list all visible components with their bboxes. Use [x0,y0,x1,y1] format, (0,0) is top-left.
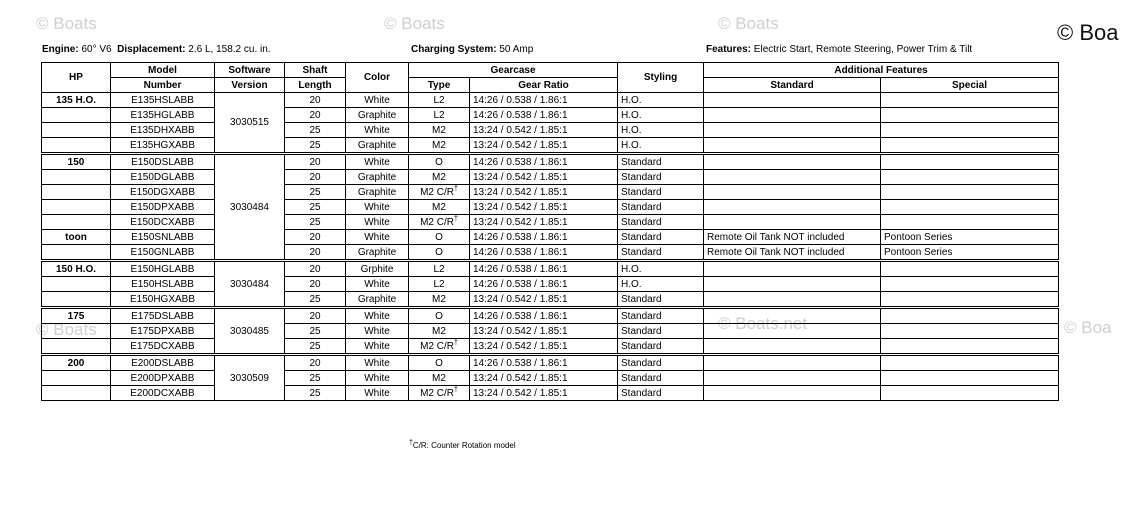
table-row [42,93,1059,108]
color-cell: White [346,200,409,215]
styling-cell: Standard [618,292,704,308]
gear-ratio-cell: 14:26 / 0.538 / 1.86:1 [470,277,618,292]
standard-feature-cell [704,308,881,324]
color-cell: White [346,339,409,355]
table-row [42,324,1059,339]
color-cell: Graphite [346,170,409,185]
hp-cell [42,277,111,292]
gear-ratio-cell: 13:24 / 0.542 / 1.85:1 [470,292,618,308]
table-row [42,200,1059,215]
standard-feature-cell [704,355,881,371]
special-feature-cell [881,386,1059,401]
gear-ratio-cell: 13:24 / 0.542 / 1.85:1 [470,339,618,355]
col-hp: HP [42,63,111,93]
shaft-cell: 25 [285,339,346,355]
shaft-cell: 25 [285,138,346,154]
table-row [42,339,1059,355]
watermark-text: © Boats [36,320,97,339]
gear-type-value: O [435,231,443,243]
gear-type-cell [409,339,470,355]
hp-cell [42,245,111,261]
gear-type-cell [409,277,470,292]
col-software: Software [215,63,285,78]
gear-type-value: O [435,357,443,369]
watermark-text: © Boa [1064,318,1112,337]
gear-type-value: M2 [432,325,446,337]
color-cell: Grphite [346,261,409,277]
spec-table [41,62,1059,401]
col-standard: Standard [704,78,881,93]
standard-feature-cell [704,386,881,401]
gear-type-value: O [435,246,443,258]
col-styling: Styling [618,63,704,93]
features-value: Electric Start, Remote Steering, Power Trim & Tilt [753,44,973,55]
table-row [42,230,1059,245]
styling-cell: Standard [618,154,704,170]
styling-cell: H.O. [618,93,704,108]
special-feature-cell [881,170,1059,185]
standard-feature-cell [704,200,881,215]
gear-type-cell [409,261,470,277]
gear-type-cell [409,200,470,215]
special-feature-cell [881,339,1059,355]
gear-type-cell [409,93,470,108]
model-cell: E150GNLABB [111,245,215,261]
gear-type-value: M2 [432,372,446,384]
gear-ratio-cell: 14:26 / 0.538 / 1.86:1 [470,245,618,261]
col-gear-ratio: Gear Ratio [470,78,618,93]
shaft-cell: 25 [285,324,346,339]
table-row [42,371,1059,386]
engine-value: 60° V6 [81,44,112,55]
styling-cell: Standard [618,230,704,245]
footnote [409,441,516,450]
model-cell: E150DCXABB [111,215,215,230]
special-feature-cell [881,261,1059,277]
charging-spec [411,44,533,55]
gear-ratio-cell: 14:26 / 0.538 / 1.86:1 [470,93,618,108]
gear-type-cell [409,185,470,200]
shaft-cell: 20 [285,170,346,185]
model-cell: E150DGXABB [111,185,215,200]
table-row [42,138,1059,154]
shaft-cell: 20 [285,355,346,371]
gear-ratio-cell: 13:24 / 0.542 / 1.85:1 [470,371,618,386]
special-feature-cell [881,292,1059,308]
model-cell: E135DHXABB [111,123,215,138]
gear-type-cell [409,324,470,339]
gear-type-value: L2 [433,263,445,275]
table-row [42,245,1059,261]
col-shaft-sub: Length [285,78,346,93]
color-cell: White [346,355,409,371]
gear-type-value: M2 [432,201,446,213]
shaft-cell: 20 [285,230,346,245]
styling-cell: H.O. [618,277,704,292]
gear-type-cell [409,170,470,185]
standard-feature-cell [704,261,881,277]
model-cell: E150DSLABB [111,154,215,170]
gear-ratio-cell: 13:24 / 0.542 / 1.85:1 [470,138,618,154]
shaft-cell: 20 [285,277,346,292]
gear-type-cell [409,123,470,138]
standard-feature-cell [704,138,881,154]
gear-ratio-cell: 14:26 / 0.538 / 1.86:1 [470,308,618,324]
table-row [42,355,1059,371]
gear-ratio-cell: 13:24 / 0.542 / 1.85:1 [470,324,618,339]
hp-cell [42,200,111,215]
col-software-sub: Version [215,78,285,93]
shaft-cell: 25 [285,215,346,230]
col-additional-features: Additional Features [704,63,1059,78]
shaft-cell: 20 [285,108,346,123]
gear-type-cell [409,371,470,386]
engine-label: Engine: [42,44,79,55]
color-cell: White [346,154,409,170]
standard-feature-cell [704,292,881,308]
gear-ratio-cell: 13:24 / 0.542 / 1.85:1 [470,215,618,230]
special-feature-cell [881,324,1059,339]
gear-type-value: L2 [433,94,445,106]
gear-type-cell [409,138,470,154]
features-label: Features: [706,44,752,55]
gear-type-value: L2 [433,278,445,290]
shaft-cell: 25 [285,386,346,401]
displacement-label: Displacement: [117,44,186,55]
shaft-cell: 20 [285,308,346,324]
shaft-cell: 25 [285,123,346,138]
hp-cell: 150 [42,154,111,170]
col-model: Model [111,63,215,78]
hp-cell [42,371,111,386]
standard-feature-cell: Remote Oil Tank NOT included [704,245,881,261]
color-cell: White [346,386,409,401]
standard-feature-cell [704,108,881,123]
hp-cell [42,292,111,308]
features-spec [706,44,972,55]
footnote-text: C/R: Counter Rotation model [412,441,516,450]
standard-feature-cell [704,324,881,339]
gear-ratio-cell: 14:26 / 0.538 / 1.86:1 [470,154,618,170]
table-row [42,154,1059,170]
table-row [42,185,1059,200]
dagger-mark: † [454,339,458,347]
color-cell: Graphite [346,138,409,154]
styling-cell: Standard [618,245,704,261]
gear-type-cell [409,215,470,230]
model-cell: E175DPXABB [111,324,215,339]
hp-cell [42,123,111,138]
gear-type-cell [409,292,470,308]
standard-feature-cell [704,371,881,386]
gear-type-cell [409,308,470,324]
engine-spec [42,44,271,55]
charging-label: Charging System: [411,44,497,55]
table-subheader-row [42,78,1059,93]
col-color: Color [346,63,409,93]
color-cell: White [346,277,409,292]
special-feature-cell: Pontoon Series [881,230,1059,245]
gear-type-value: M2 [432,293,446,305]
shaft-cell: 25 [285,200,346,215]
gear-ratio-cell: 14:26 / 0.538 / 1.86:1 [470,355,618,371]
shaft-cell: 20 [285,93,346,108]
model-cell: E200DCXABB [111,386,215,401]
styling-cell: Standard [618,371,704,386]
styling-cell: Standard [618,324,704,339]
col-gear-type: Type [409,78,470,93]
styling-cell: Standard [618,339,704,355]
hp-cell [42,185,111,200]
shaft-cell: 20 [285,261,346,277]
hp-cell: toon [42,230,111,245]
special-feature-cell [881,185,1059,200]
table-row [42,292,1059,308]
gear-ratio-cell: 13:24 / 0.542 / 1.85:1 [470,200,618,215]
model-cell: E150HGXABB [111,292,215,308]
watermark-text: © Boats [718,14,779,33]
standard-feature-cell [704,277,881,292]
col-model-sub: Number [111,78,215,93]
table-row [42,308,1059,324]
color-cell: White [346,93,409,108]
hp-cell [42,108,111,123]
gear-type-cell [409,230,470,245]
model-cell: E200DSLABB [111,355,215,371]
special-feature-cell [881,371,1059,386]
dagger-mark: † [409,439,413,447]
software-cell: 3030484 [215,154,285,261]
hp-cell: 135 H.O. [42,93,111,108]
table-body [42,93,1059,401]
col-gearcase: Gearcase [409,63,618,78]
styling-cell: H.O. [618,108,704,123]
table-row [42,108,1059,123]
color-cell: Graphite [346,245,409,261]
watermark-text: © Boats.net [718,314,808,333]
color-cell: White [346,371,409,386]
shaft-cell: 20 [285,245,346,261]
model-cell: E200DPXABB [111,371,215,386]
styling-cell: Standard [618,185,704,200]
standard-feature-cell [704,123,881,138]
special-feature-cell [881,200,1059,215]
gear-ratio-cell: 13:24 / 0.542 / 1.85:1 [470,123,618,138]
model-cell: E175DCXABB [111,339,215,355]
model-cell: E150HSLABB [111,277,215,292]
charging-value: 50 Amp [499,44,534,55]
color-cell: Graphite [346,185,409,200]
styling-cell: Standard [618,170,704,185]
special-feature-cell [881,215,1059,230]
gear-type-value: M2 C/R [420,340,454,352]
hp-cell [42,324,111,339]
standard-feature-cell [704,154,881,170]
shaft-cell: 25 [285,292,346,308]
gear-ratio-cell: 13:24 / 0.542 / 1.85:1 [470,185,618,200]
color-cell: White [346,230,409,245]
hp-cell: 200 [42,355,111,371]
watermark-text: © Boats [36,14,97,33]
standard-feature-cell: Remote Oil Tank NOT included [704,230,881,245]
shaft-cell: 20 [285,154,346,170]
gear-type-value: O [435,156,443,168]
special-feature-cell [881,308,1059,324]
gear-ratio-cell: 14:26 / 0.538 / 1.86:1 [470,261,618,277]
special-feature-cell [881,355,1059,371]
gear-ratio-cell: 13:24 / 0.542 / 1.85:1 [470,170,618,185]
styling-cell: H.O. [618,138,704,154]
hp-cell [42,215,111,230]
gear-type-value: M2 [432,171,446,183]
styling-cell: Standard [618,215,704,230]
hp-cell [42,138,111,154]
color-cell: Graphite [346,108,409,123]
model-cell: E150HGLABB [111,261,215,277]
software-cell: 3030484 [215,261,285,308]
shaft-cell: 25 [285,185,346,200]
gear-type-cell [409,245,470,261]
table-row [42,261,1059,277]
color-cell: White [346,324,409,339]
hp-cell [42,386,111,401]
standard-feature-cell [704,339,881,355]
software-cell: 3030509 [215,355,285,401]
software-cell: 3030485 [215,308,285,355]
model-cell: E150SNLABB [111,230,215,245]
table-row [42,215,1059,230]
special-feature-cell: Pontoon Series [881,245,1059,261]
gear-ratio-cell: 14:26 / 0.538 / 1.86:1 [470,108,618,123]
table-row [42,386,1059,401]
special-feature-cell [881,154,1059,170]
gear-type-value: O [435,310,443,322]
styling-cell: Standard [618,386,704,401]
displacement-value: 2.6 L, 158.2 cu. in. [188,44,271,55]
standard-feature-cell [704,93,881,108]
gear-type-value: M2 C/R [420,186,454,198]
shaft-cell: 25 [285,371,346,386]
standard-feature-cell [704,185,881,200]
special-feature-cell [881,93,1059,108]
dagger-mark: † [454,185,458,193]
hp-cell: 175 [42,308,111,324]
table-row [42,277,1059,292]
gear-ratio-cell: 13:24 / 0.542 / 1.85:1 [470,386,618,401]
gear-type-value: L2 [433,109,445,121]
dagger-mark: † [454,386,458,394]
dagger-mark: † [454,215,458,223]
col-shaft: Shaft [285,63,346,78]
model-cell: E135HGXABB [111,138,215,154]
gear-type-value: M2 [432,124,446,136]
model-cell: E135HGLABB [111,108,215,123]
color-cell: White [346,123,409,138]
styling-cell: H.O. [618,261,704,277]
color-cell: Graphite [346,292,409,308]
gear-type-value: M2 [432,139,446,151]
styling-cell: Standard [618,200,704,215]
table-row [42,123,1059,138]
model-cell: E175DSLABB [111,308,215,324]
color-cell: White [346,215,409,230]
gear-type-cell [409,355,470,371]
model-cell: E150DGLABB [111,170,215,185]
watermark-text: © Boats [384,14,445,33]
gear-type-cell [409,108,470,123]
styling-cell: H.O. [618,123,704,138]
standard-feature-cell [704,170,881,185]
model-cell: E135HSLABB [111,93,215,108]
styling-cell: Standard [618,308,704,324]
gear-type-value: M2 C/R [420,387,454,399]
styling-cell: Standard [618,355,704,371]
special-feature-cell [881,123,1059,138]
special-feature-cell [881,138,1059,154]
gear-ratio-cell: 14:26 / 0.538 / 1.86:1 [470,230,618,245]
table-row [42,170,1059,185]
special-feature-cell [881,277,1059,292]
standard-feature-cell [704,215,881,230]
table-header-row [42,63,1059,78]
watermark-copyright: © Boa [1057,20,1119,45]
hp-cell: 150 H.O. [42,261,111,277]
special-feature-cell [881,108,1059,123]
col-special: Special [881,78,1059,93]
hp-cell [42,170,111,185]
model-cell: E150DPXABB [111,200,215,215]
gear-type-cell [409,154,470,170]
software-cell: 3030515 [215,93,285,154]
gear-type-value: M2 C/R [420,216,454,228]
hp-cell [42,339,111,355]
color-cell: White [346,308,409,324]
gear-type-cell [409,386,470,401]
